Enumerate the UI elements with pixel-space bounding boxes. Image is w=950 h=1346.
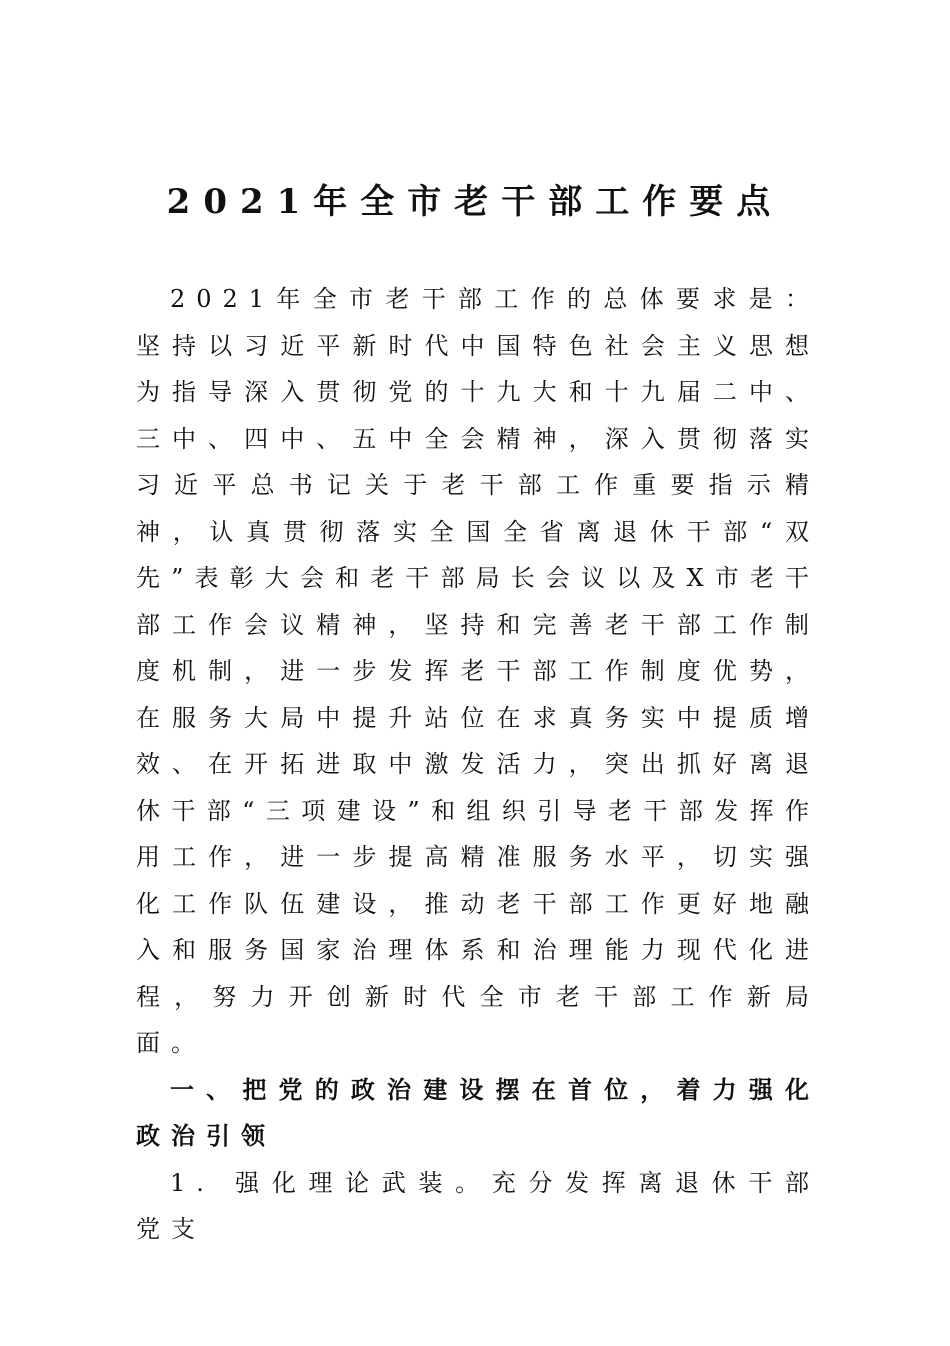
- intro-paragraph: 2021年全市老干部工作的总体要求是：坚持以习近平新时代中国特色社会主义思想为指导深入贯彻党的十九大和十九届二中、三中、四中、五中全会精神，深入贯彻落实习近平总书记关于老干部工作重要指示精神，认真贯彻落实全国全省离退休干部“双先”表彰大会和老干部局长会议以及X市老干部工作会议精神，坚持和完善老干部工作制度机制，进一步发挥老干部工作制度优势，在服务大局中提升站位在求真务实中提质增效、在开拓进取中激发活力，突出抓好离退休干部“三项建设”和组织引导老干部发挥作用工作，进一步提高精准服务水平，切实强化工作队伍建设，推动老干部工作更好地融入和服务国家治理体系和治理能力现代化进程，努力开创新时代全市老干部工作新局面。: [136, 285, 820, 1057]
- list-item: 1. 强化理论武装。充分发挥离退休干部党支: [136, 1168, 820, 1243]
- document-body: [136, 276, 820, 1253]
- section-heading: 一、把党的政治建设摆在首位，着力强化政治引领: [136, 1075, 820, 1150]
- document-title: 2021年全市老干部工作要点: [166, 182, 784, 222]
